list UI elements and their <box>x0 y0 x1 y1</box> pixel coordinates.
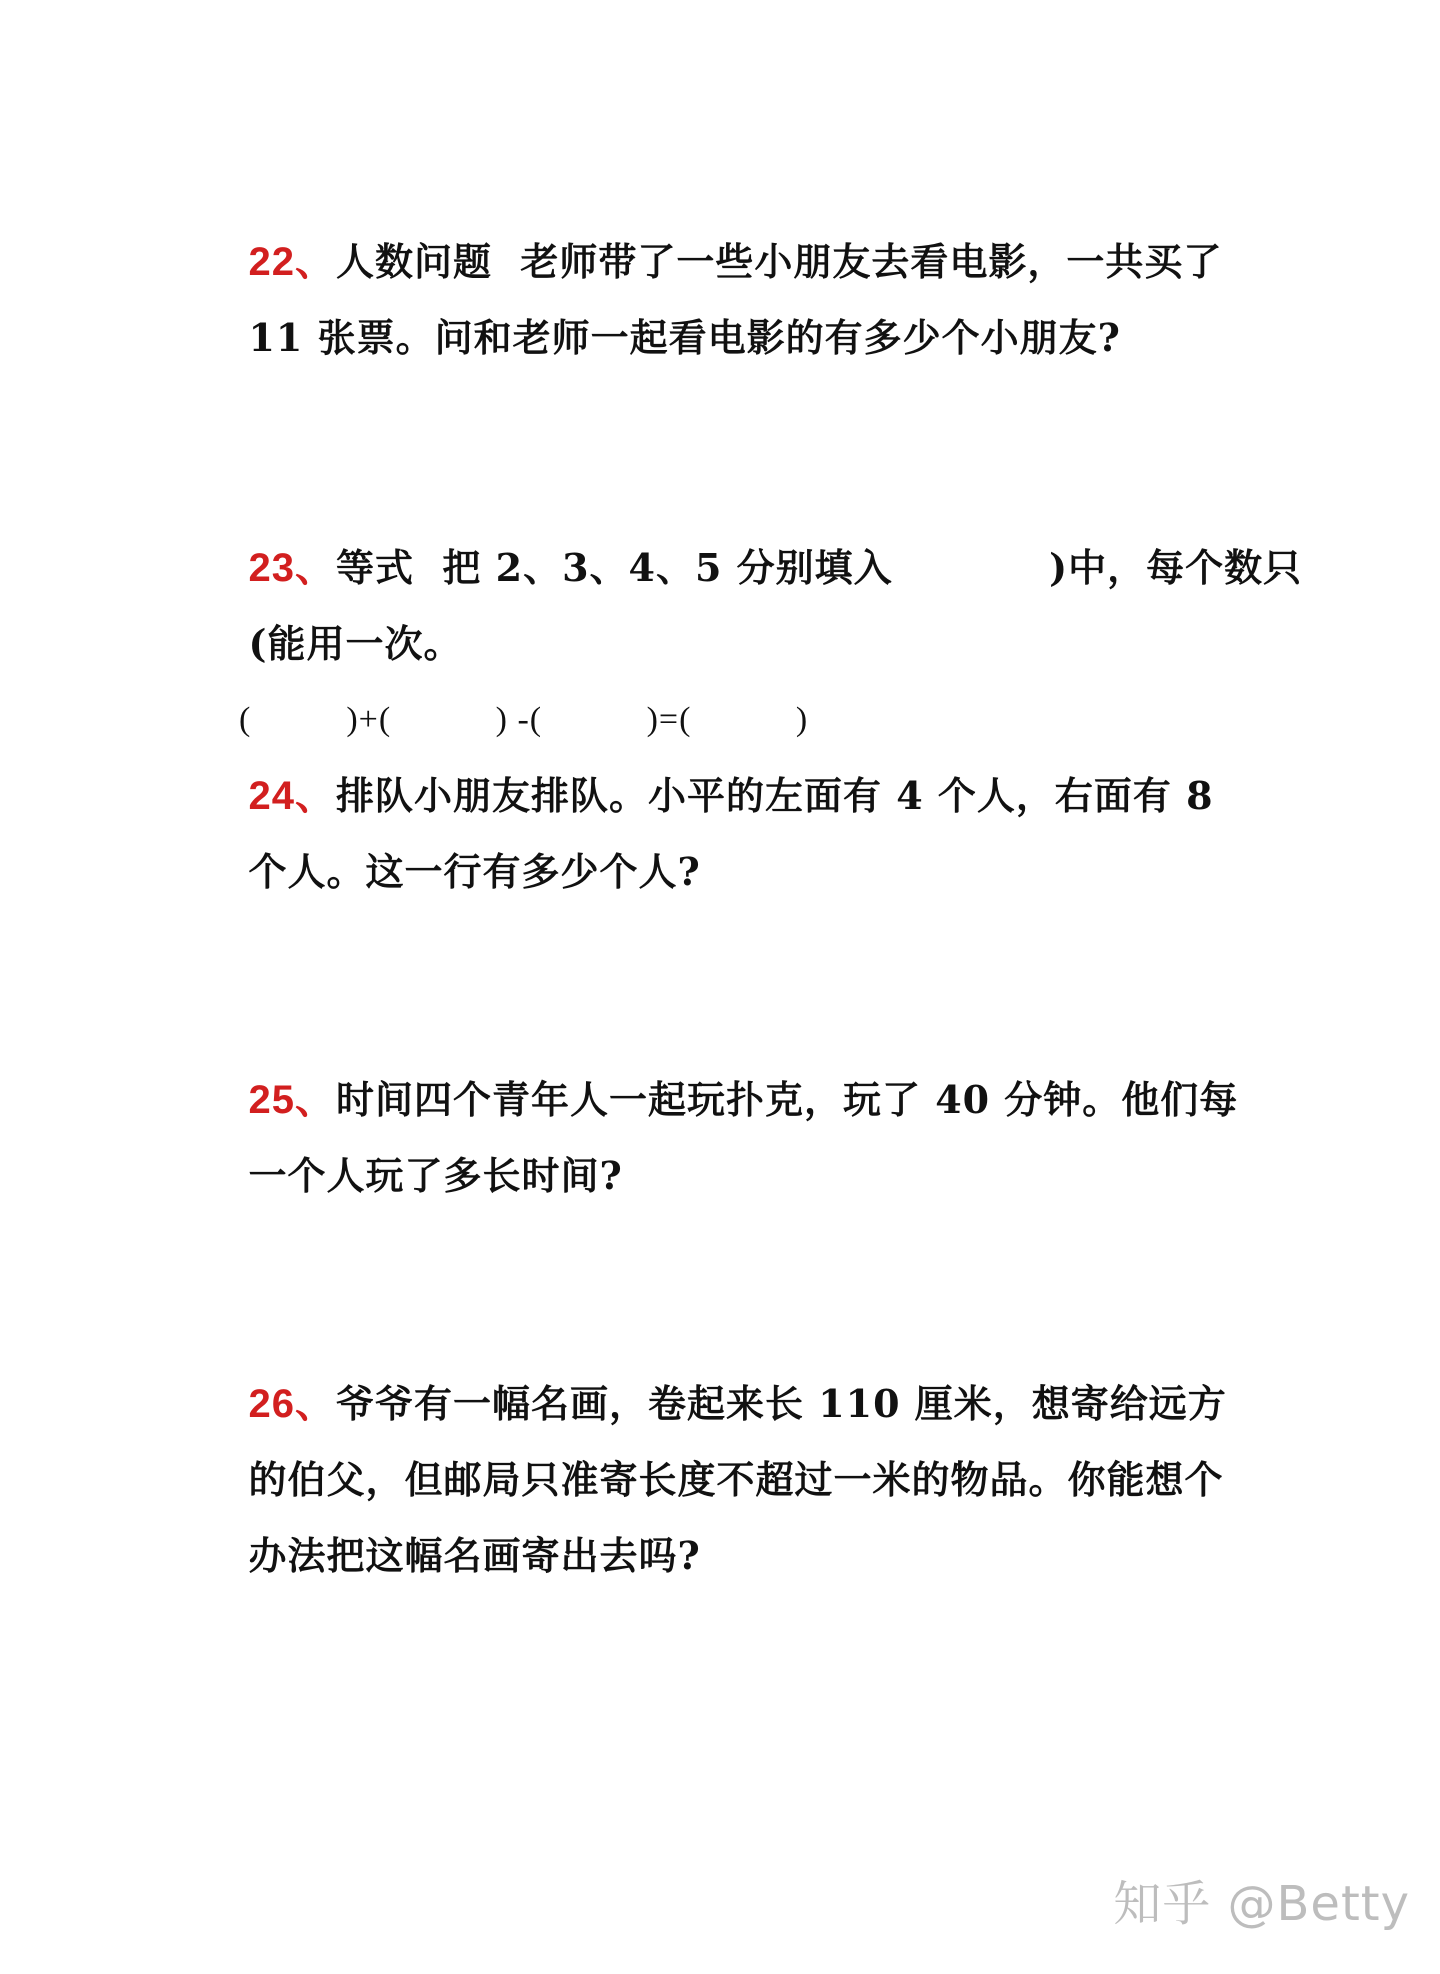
question-24-text-1: 排队小朋友排队。小平的左面有 4 个人，右面有 8 <box>335 773 1214 818</box>
question-22-text-1: 人数问题 老师带了一些小朋友去看电影，一共买了 <box>335 239 1223 284</box>
question-25-number: 25、 <box>248 1078 336 1122</box>
question-23-number: 23、 <box>248 546 336 590</box>
question-22-line-2 <box>220 266 1121 362</box>
question-24-number: 24、 <box>248 774 336 818</box>
question-26-text-3: 办法把这幅名画寄出去吗? <box>248 1533 701 1578</box>
question-23-text-3: ( )+( ) -( )=( ) <box>239 701 809 738</box>
question-22-text-2: 11 张票。问和老师一起看电影的有多少个小朋友? <box>248 315 1121 360</box>
question-26-line-3 <box>220 1484 701 1580</box>
question-26-text-1: 爷爷有一幅名画，卷起来长 110 厘米，想寄给远方 <box>335 1381 1227 1426</box>
zhihu-watermark: 知乎 @Betty <box>1113 1876 1410 1932</box>
question-24-line-2 <box>220 800 701 896</box>
question-23-text-2: (能用一次。 <box>248 621 463 666</box>
question-22-number: 22、 <box>248 240 336 284</box>
question-23-text-1: 等式 把 2、3、4、5 分别填入 )中，每个数只 <box>335 545 1303 590</box>
question-26-number: 26、 <box>248 1382 336 1426</box>
question-25-text-2: 一个人玩了多长时间? <box>248 1153 623 1198</box>
question-25-line-2 <box>220 1104 623 1200</box>
question-25-text-1: 时间四个青年人一起玩扑克，玩了 40 分钟。他们每 <box>335 1077 1239 1122</box>
question-26-text-2: 的伯父，但邮局只准寄长度不超过一米的物品。你能想个 <box>248 1457 1224 1502</box>
question-24-text-2: 个人。这一行有多少个人? <box>248 849 701 894</box>
